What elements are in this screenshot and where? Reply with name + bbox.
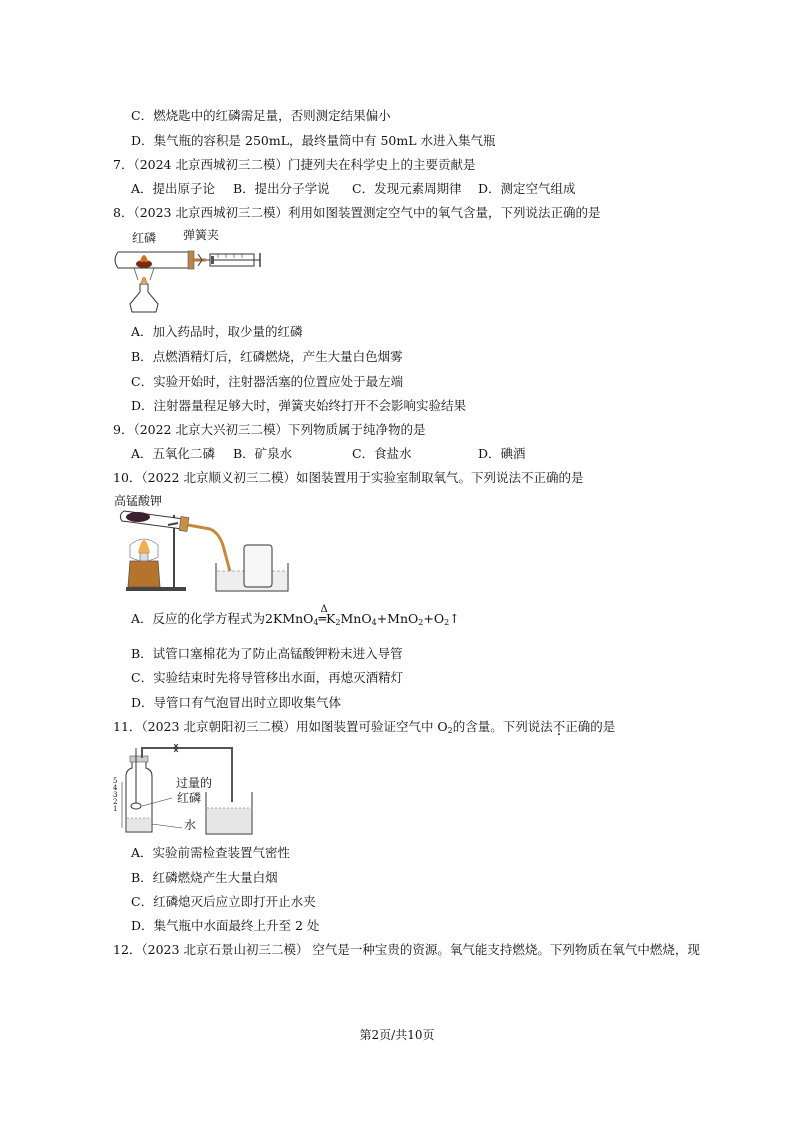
q10-fig-label: 高锰酸钾 — [114, 494, 163, 508]
q10-option-c: C．实验结束时先将导管移出水面，再熄灭酒精灯 — [131, 670, 404, 685]
q11-scale-mark: 5 — [113, 777, 118, 785]
q7-option-b: B．提出分子学说 — [233, 181, 330, 196]
q8-option-a: A．加入药品时，取少量的红磷 — [131, 324, 303, 339]
q10-apparatus-figure — [112, 505, 302, 593]
q11-fig-label-water: 水 — [184, 818, 197, 832]
q11-option-d: D．集气瓶中水面最终上升至 2 处 — [131, 918, 320, 933]
q11-option-a: A．实验前需检查装置气密性 — [131, 845, 291, 860]
q11-fig-label-excess: 过量的 — [176, 776, 213, 790]
q11-stem-mid: 的含量。下列说法 — [452, 719, 553, 734]
q7-option-c: C．发现元素周期律 — [352, 181, 462, 196]
q6-option-c: C．燃烧匙中的红磷需足量，否则测定结果偏小 — [131, 108, 391, 123]
q11-scale-mark: 1 — [113, 805, 118, 813]
q11-option-b: B．红磷燃烧产生大量白烟 — [131, 870, 278, 885]
q8-option-b: B．点燃酒精灯后，红磷燃烧，产生大量白色烟雾 — [131, 349, 403, 364]
q11-stem-end: 的是 — [590, 719, 616, 734]
q10-option-b: B．试管口塞棉花为了防止高锰酸钾粉末进入导管 — [131, 646, 403, 661]
q10-option-a-prefix: A．反应的化学方程式为 — [131, 611, 266, 626]
q11-stem-emphasis: 不正确 — [552, 719, 591, 734]
q11-stem — [113, 719, 615, 739]
q11-option-c: C．红磷熄灭后应立即打开止水夹 — [131, 894, 316, 909]
q11-fig-label-phosphorus: 红磷 — [177, 791, 202, 805]
q10-option-d: D．导管口有气泡冒出时立即收集气体 — [131, 695, 342, 710]
q11-stem-prefix: 11．（2023 北京朝阳初三二模）用如图装置可验证空气中 O — [113, 719, 448, 734]
q9-stem: 9．（2022 北京大兴初三二模）下列物质属于纯净物的是 — [113, 422, 426, 437]
q8-stem: 8．（2023 北京西城初三二模）利用如图装置测定空气中的氧气含量，下列说法正确的是 — [113, 205, 601, 220]
q7-option-d: D．测定空气组成 — [478, 181, 576, 196]
q7-stem: 7．（2024 北京西城初三二模）门捷列夫在科学史上的主要贡献是 — [113, 157, 476, 172]
q11-scale-mark: 2 — [113, 798, 118, 806]
q10-equation: 2KMnO$_4$ Δ $═K_2MnO_4+MnO_2+O_2↑$ — [265, 604, 460, 627]
q9-option-a: A．五氧化二磷 — [131, 446, 216, 461]
page-footer: 第2页/共10页 — [359, 1028, 435, 1042]
q9-option-c: C．食盐水 — [352, 446, 412, 461]
q9-option-b: B．矿泉水 — [233, 446, 293, 461]
q11-scale — [113, 778, 117, 813]
q8-apparatus-figure — [110, 240, 270, 320]
q8-fig-label-phosphorus: 红磷 — [132, 231, 157, 245]
q12-stem: 12．（2023 北京石景山初三二模） 空气是一种宝贵的资源。氧气能支持燃烧。下列物质在氧气中燃烧，现 — [113, 942, 700, 957]
q11-scale-mark: 4 — [113, 784, 118, 792]
q7-option-a: A．提出原子论 — [131, 181, 216, 196]
q8-fig-label-clamp: 弹簧夹 — [183, 228, 220, 242]
q11-stem-sub: 2 — [447, 726, 453, 735]
q10-delta: Δ — [320, 604, 328, 615]
q8-option-c: C．实验开始时，注射器活塞的位置应处于最左端 — [131, 374, 404, 389]
q10-stem: 10．（2022 北京顺义初三二模）如图装置用于实验室制取氧气。下列说法不正确的是 — [113, 470, 584, 485]
q6-option-d: D．集气瓶的容积是 250mL，最终量筒中有 50mL 水进入集气瓶 — [131, 133, 496, 148]
q9-option-d: D．碘酒 — [478, 446, 526, 461]
q11-scale-mark: 3 — [113, 791, 118, 799]
q8-option-d: D．注射器量程足够大时，弹簧夹始终打开不会影响实验结果 — [131, 398, 467, 413]
q10-option-a — [131, 604, 460, 631]
